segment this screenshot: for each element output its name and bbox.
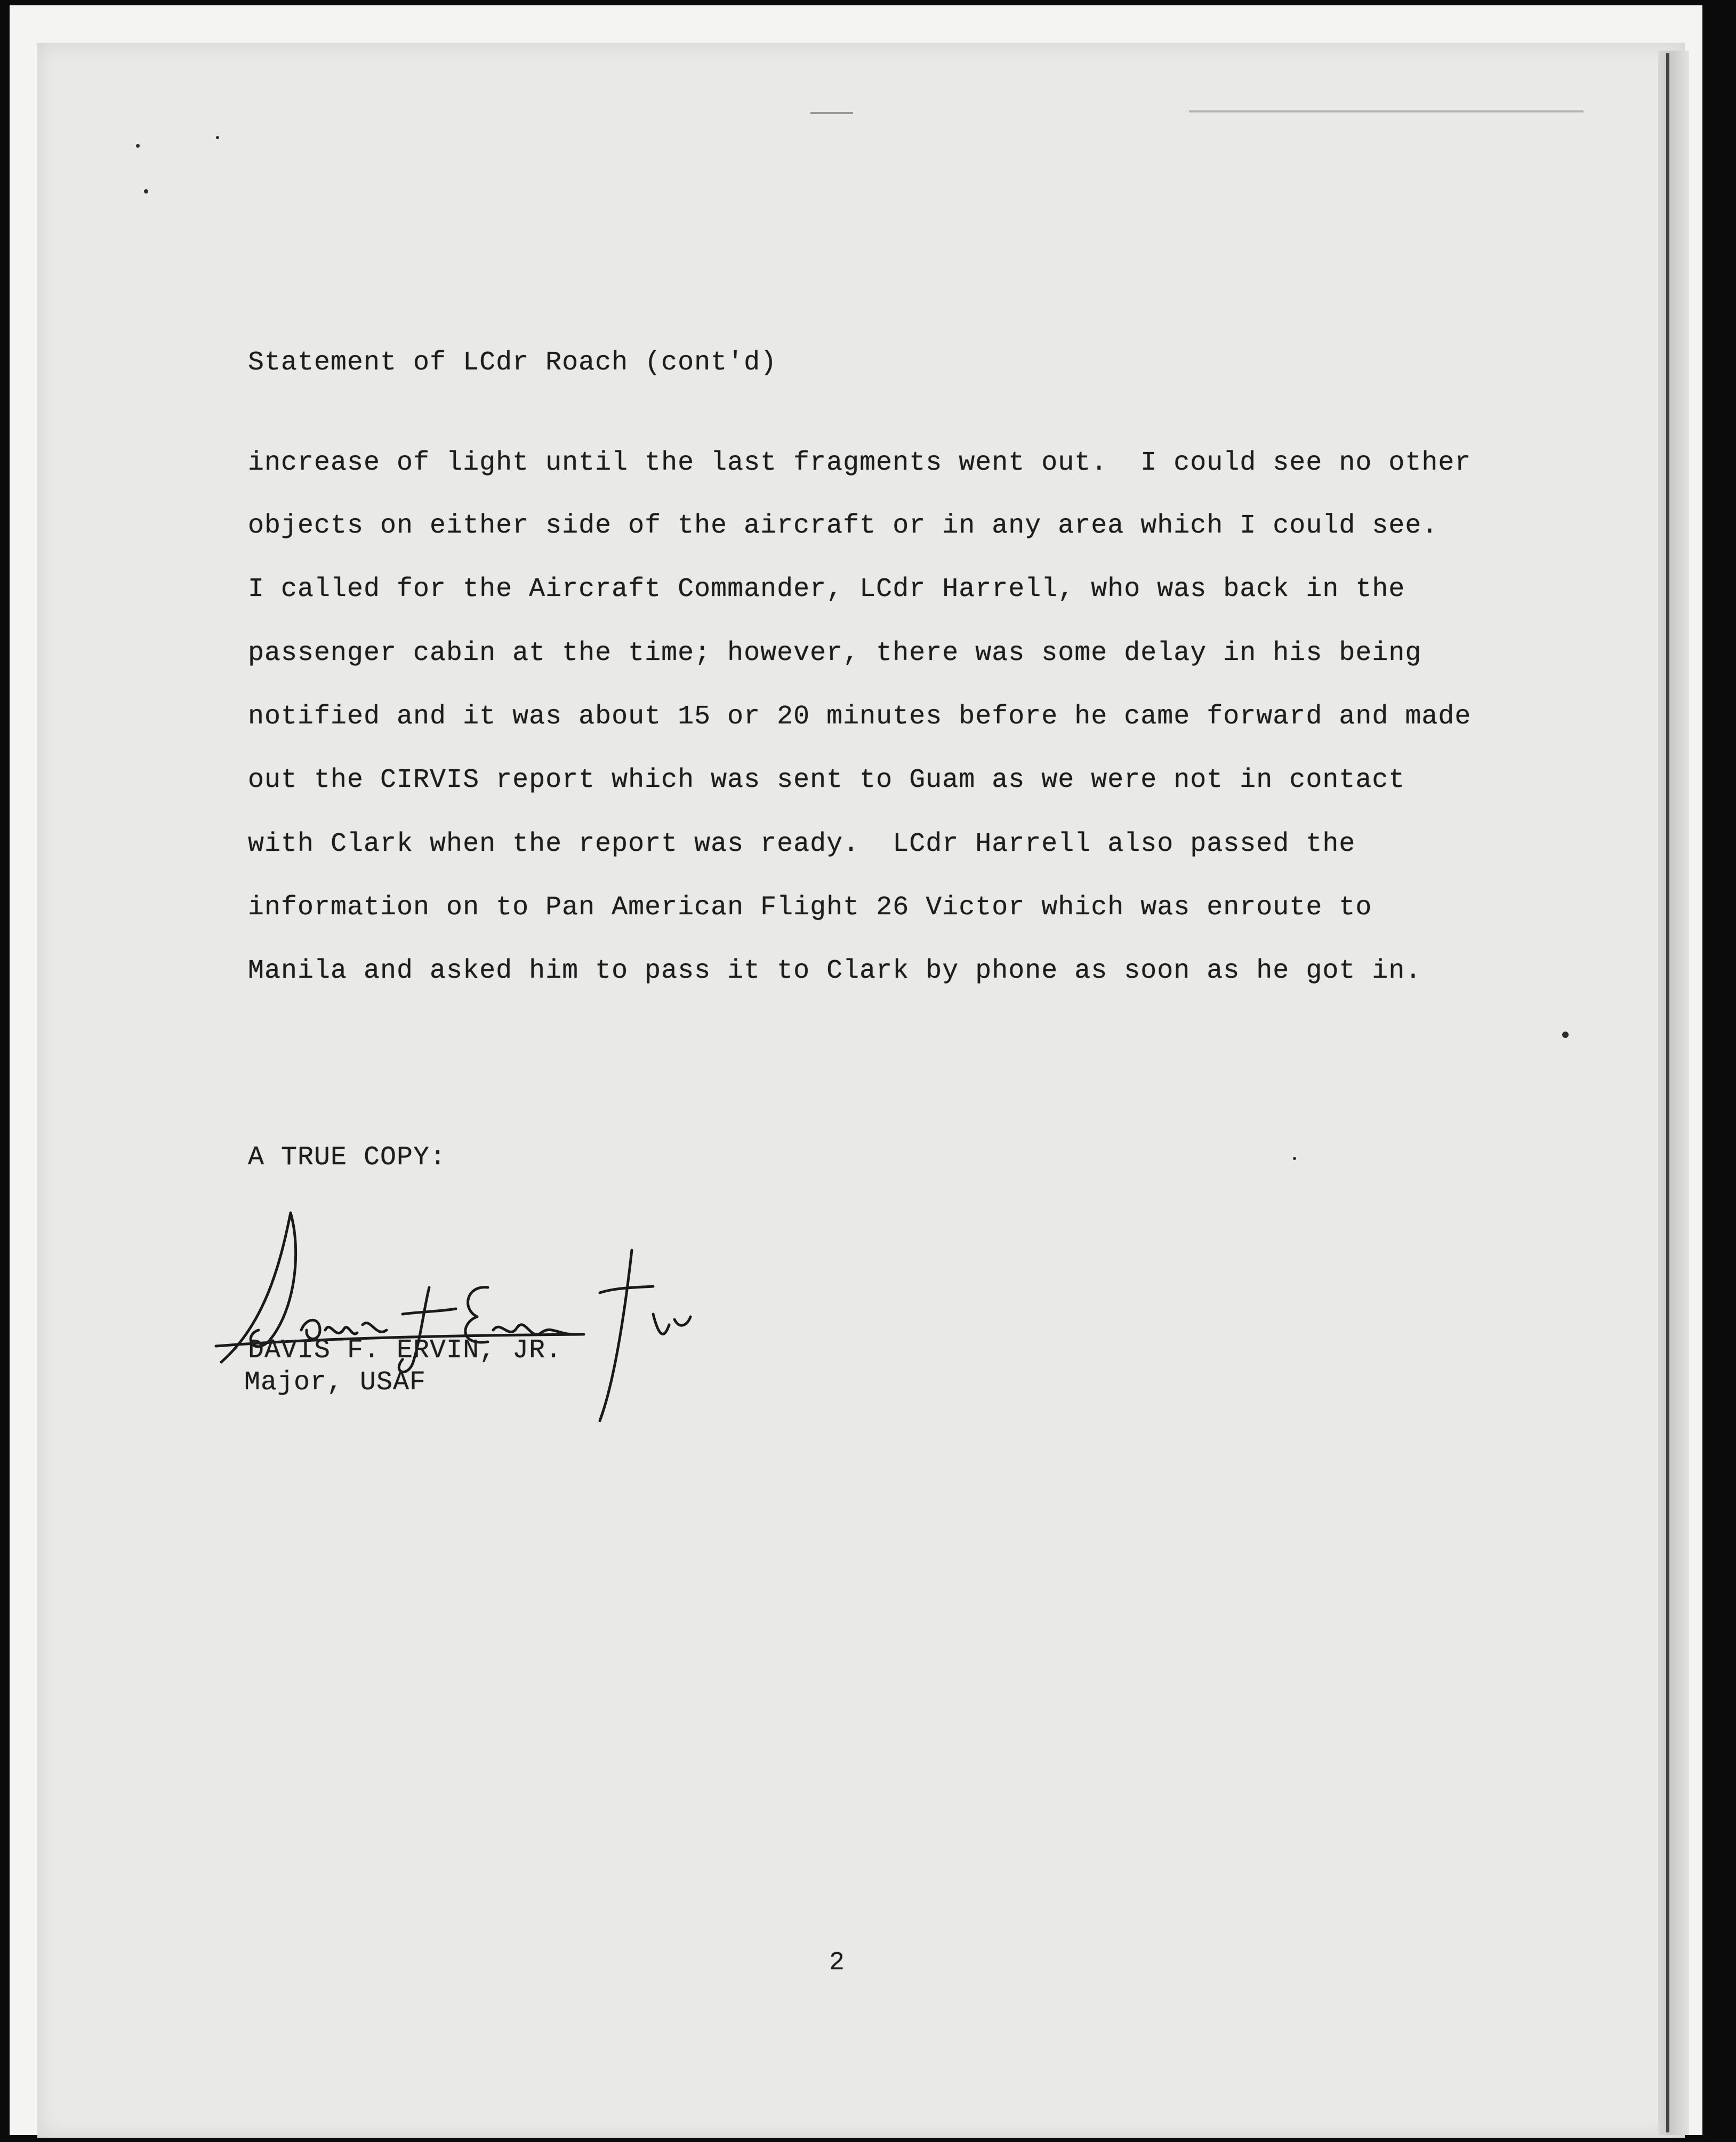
body-line: objects on either side of the aircraft or in any area which I could see. bbox=[248, 511, 1438, 541]
speck bbox=[136, 144, 140, 148]
body-line: with Clark when the report was ready. LCdr Harrell also passed the bbox=[248, 829, 1356, 859]
speck bbox=[1562, 1032, 1569, 1038]
true-copy-label: A TRUE COPY: bbox=[248, 1142, 447, 1173]
page-edge-shadow bbox=[1658, 51, 1689, 2135]
body-line: out the CIRVIS report which was sent to Guam as we were not in contact bbox=[248, 765, 1405, 795]
page-number: 2 bbox=[829, 1948, 845, 1977]
body-line: passenger cabin at the time; however, there was some delay in his being bbox=[248, 638, 1422, 669]
speck bbox=[216, 136, 219, 139]
body-line: information on to Pan American Flight 26 Victor which was enroute to bbox=[248, 892, 1372, 923]
statement-heading: Statement of LCdr Roach (cont'd) bbox=[248, 348, 777, 378]
top-smudge bbox=[1189, 110, 1584, 112]
speck bbox=[1293, 1157, 1296, 1160]
body-line: notified and it was about 15 or 20 minutes before he came forward and made bbox=[248, 702, 1472, 732]
body-line: Manila and asked him to pass it to Clark by phone as soon as he got in. bbox=[248, 956, 1422, 986]
page-edge-line bbox=[1666, 53, 1669, 2132]
body-line: I called for the Aircraft Commander, LCdr Harrell, who was back in the bbox=[248, 574, 1405, 605]
signatory-title: Major, USAF bbox=[244, 1367, 427, 1398]
body-line: increase of light until the last fragments went out. I could see no other bbox=[248, 448, 1472, 478]
top-smudge bbox=[810, 112, 853, 114]
signatory-name: DAVIS F. ERVIN, JR. bbox=[248, 1335, 562, 1366]
speck bbox=[144, 189, 148, 194]
